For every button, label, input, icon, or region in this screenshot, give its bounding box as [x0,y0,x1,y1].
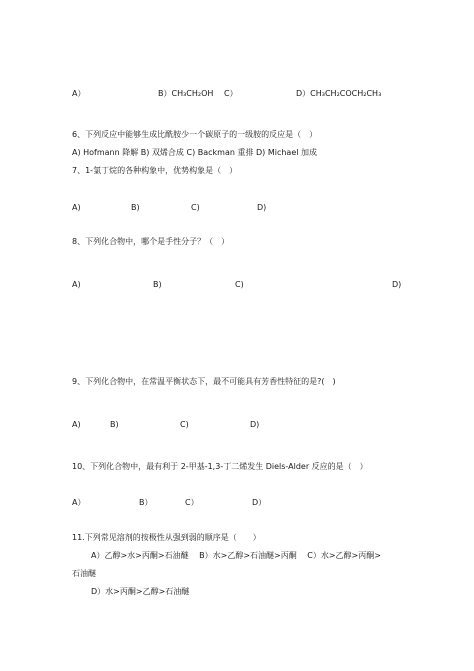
q7-option-c: C) [191,203,200,212]
q5-option-b: B）CH₃CH₂OH [158,89,214,98]
q10-option-a: A） [72,498,86,507]
q7-option-d: D) [257,203,267,212]
q7-stem: 7、1-氯丁烷的各种构象中，优势构象是（ ） [72,166,238,175]
q8-stem: 8、下列化合物中，哪个是手性分子？（ ） [72,237,230,246]
q8-option-c: C) [235,280,244,289]
q5-option-d: D）CH₃CH₂COCH₂CH₃ [296,89,382,98]
q9-stem: 9、下列化合物中，在常温平衡状态下，最不可能具有芳香性特征的是?( ) [72,377,336,386]
q6-options: A) Hofmann 降解 B) 双烯合成 C) Backman 重排 D) Michael 加成 [72,148,318,157]
q8-option-b: B) [153,280,162,289]
q11-stem: 11.下列常见溶剂的按极性从强到弱的顺序是（ ） [72,533,261,542]
q10-option-b: B） [139,498,153,507]
q10-option-d: D） [252,498,267,507]
q6-stem: 6、下列反应中能够生成比酰胺少一个碳原子的一级胺的反应是（ ） [72,130,318,139]
q8-option-d: D) [392,280,402,289]
q8-option-a: A) [72,280,81,289]
q9-option-c: C) [180,420,189,429]
q9-option-d: D) [250,420,260,429]
q9-option-a: A) [72,420,81,429]
q11-options-line1: A）乙醇>水>丙酮>石油醚 B）水>乙醇>石油醚>丙酮 C）水>乙醇>丙酮> [91,551,381,560]
q11-options-line2: 石油醚 [72,569,96,578]
q5-option-c: C） [224,89,238,98]
q11-option-d: D）水>丙酮>乙醇>石油醚 [91,587,190,596]
q7-option-b: B) [131,203,140,212]
q10-option-c: C） [185,498,199,507]
q10-stem: 10、下列化合物中，最有利于 2-甲基-1,3-丁二烯发生 Diels-Alder 反应的是（ ） [72,462,368,471]
q9-option-b: B) [110,420,119,429]
q7-option-a: A) [72,203,81,212]
q5-option-a: A） [72,89,86,98]
